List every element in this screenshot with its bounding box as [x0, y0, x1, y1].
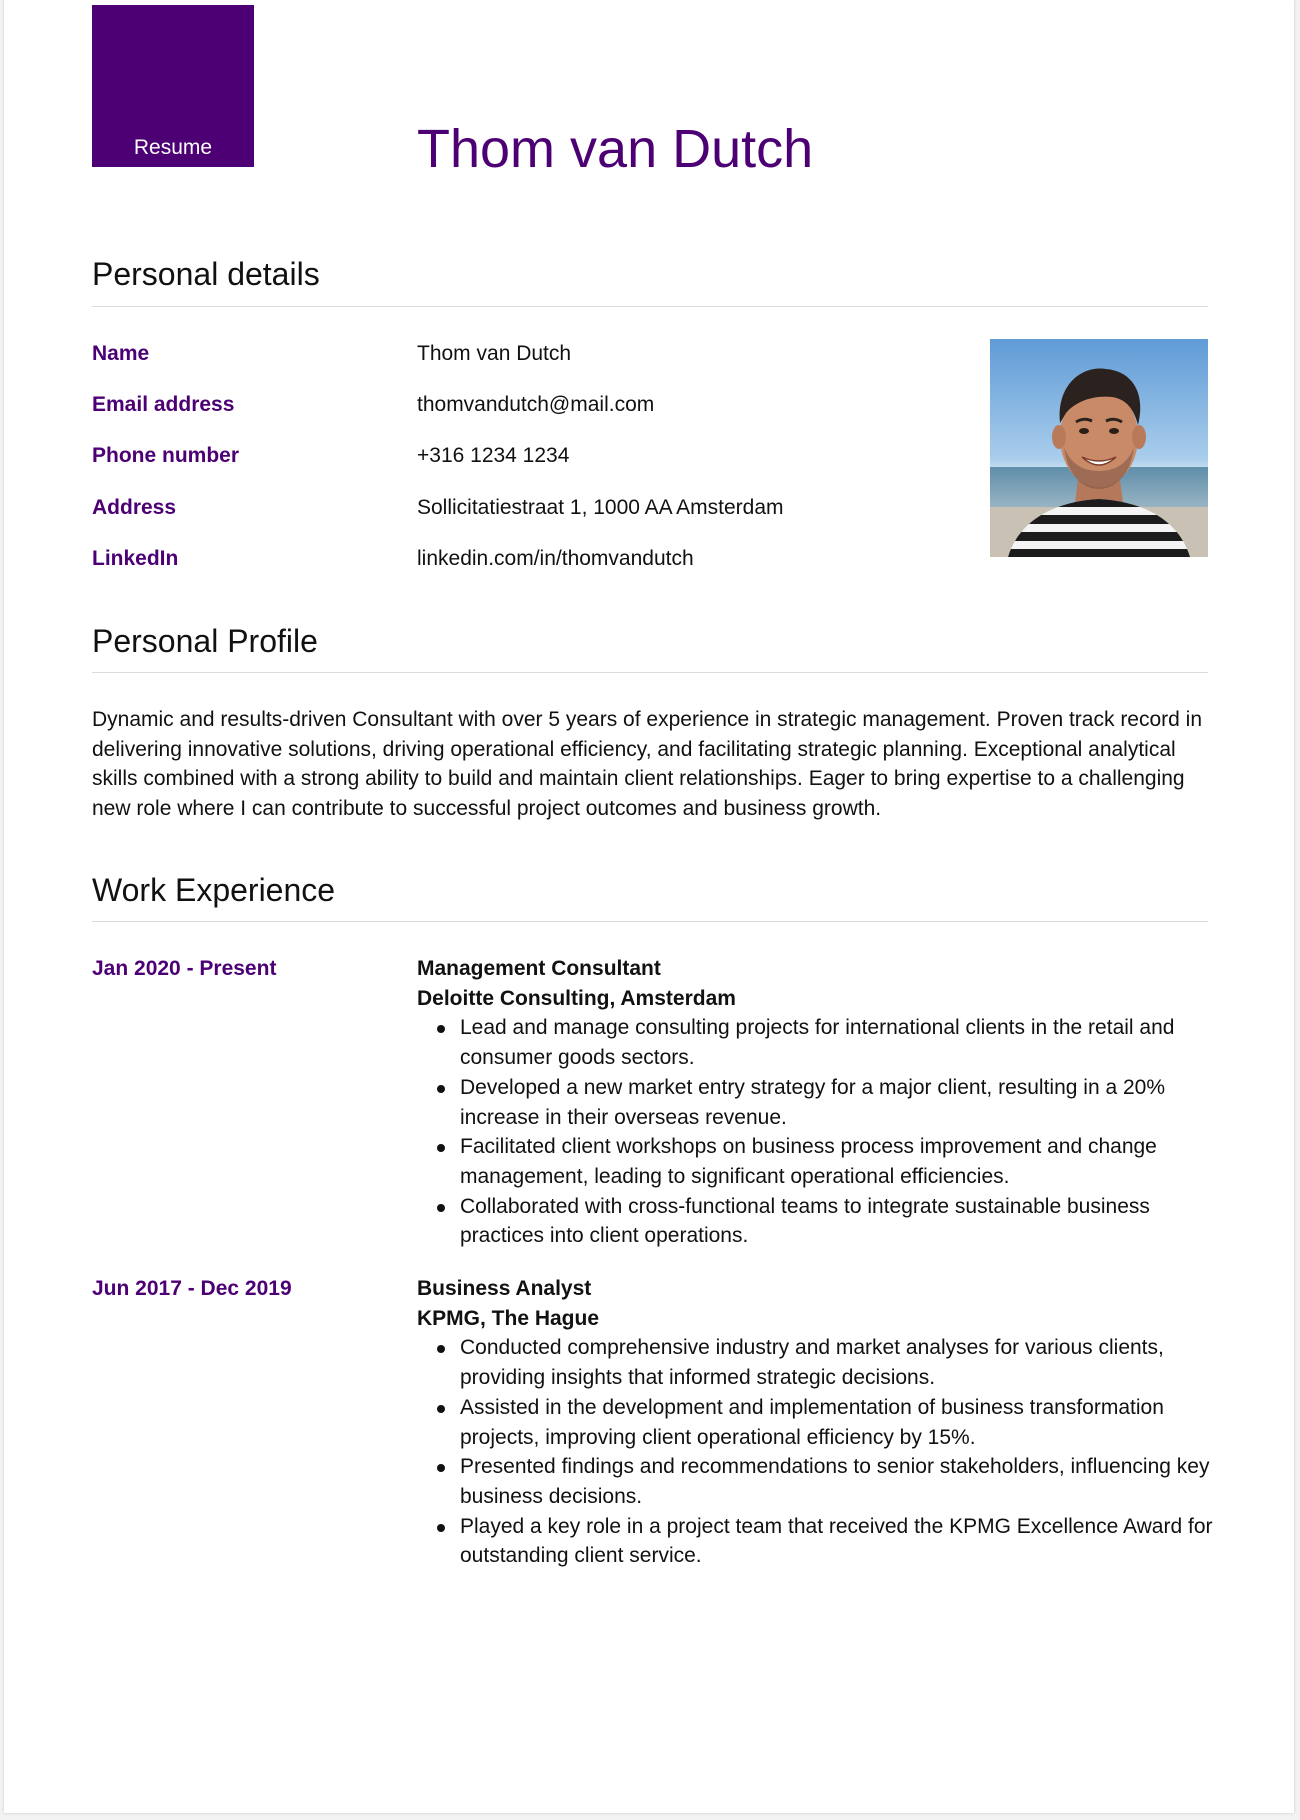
list-item	[417, 1512, 1217, 1571]
bullet-text: Facilitated client workshops on business process improvement and change management, leading to significant operational efficiencies.	[460, 1135, 1157, 1188]
bullet-icon	[437, 1405, 445, 1413]
job-company: KPMG, The Hague	[417, 1306, 600, 1330]
bullet-icon	[437, 1025, 445, 1033]
section-divider	[92, 921, 1208, 922]
resume-badge	[92, 5, 254, 167]
detail-value-email: thomvandutch@mail.com	[417, 393, 655, 416]
detail-label-address: Address	[92, 496, 177, 519]
bullet-text: Lead and manage consulting projects for international clients in the retail and consumer goods sectors.	[460, 1016, 1175, 1070]
bullet-text: Presented findings and recommendations to senior stakeholders, influencing key business decisions.	[460, 1455, 1210, 1508]
detail-label-email: Email address	[92, 393, 235, 416]
bullet-icon	[437, 1204, 445, 1212]
bullet-icon	[437, 1464, 445, 1472]
bullet-icon	[437, 1345, 445, 1353]
list-item	[417, 1393, 1217, 1452]
bullet-text: Collaborated with cross-functional teams to integrate sustainable business practices into client operations.	[460, 1194, 1150, 1248]
resume-page	[4, 0, 1294, 1813]
job-role: Business Analyst	[417, 1277, 592, 1300]
bullet-text: Conducted comprehensive industry and market analyses for various clients, providing insights that informed strategic decisions.	[460, 1336, 1164, 1390]
bullet-text: Played a key role in a project team that received the KPMG Excellence Award for outstanding client service.	[460, 1514, 1213, 1568]
section-title-work-experience: Work Experience	[92, 872, 336, 908]
detail-value-linkedin: linkedin.com/in/thomvandutch	[417, 547, 694, 570]
bullet-icon	[437, 1144, 445, 1152]
section-title-personal-profile: Personal Profile	[92, 623, 318, 659]
detail-value-name: Thom van Dutch	[417, 342, 572, 365]
detail-label-name: Name	[92, 342, 150, 365]
job-bullet-list	[417, 1013, 1217, 1251]
candidate-name-heading: Thom van Dutch	[417, 119, 814, 179]
bullet-text: Assisted in the development and implementation of business transformation projects, improving client operational efficiency by 15%.	[460, 1395, 1164, 1449]
job-role: Management Consultant	[417, 957, 661, 980]
profile-photo-illustration	[990, 339, 1208, 557]
profile-photo	[990, 339, 1208, 557]
list-item	[417, 1013, 1217, 1072]
detail-value-phone: +316 1234 1234	[417, 444, 570, 467]
bullet-icon	[437, 1085, 445, 1093]
job-entry	[417, 954, 1217, 1251]
detail-value-address: Sollicitatiestraat 1, 1000 AA Amsterdam	[417, 496, 784, 519]
job-company: Deloitte Consulting, Amsterdam	[417, 986, 736, 1010]
job-bullet-list	[417, 1333, 1217, 1571]
list-item	[417, 1452, 1217, 1511]
section-divider	[92, 672, 1208, 673]
profile-summary: Dynamic and results-driven Consultant with over 5 years of experience in strategic management. Proven track record in delivering innovative solutions, driving operational efficiency, and facilitating strategic planning. Exceptional analytical skills combined with a strong ability to build and maintain client relationships. Eager to bring expertise to a challenging new role where I can contribute to successful project outcomes and business growth.	[92, 708, 1203, 821]
bullet-icon	[437, 1524, 445, 1532]
list-item	[417, 1073, 1217, 1132]
list-item	[417, 1333, 1217, 1392]
resume-badge-label: Resume	[133, 136, 213, 159]
job-entry	[417, 1274, 1217, 1571]
detail-label-linkedin: LinkedIn	[92, 547, 179, 570]
job-period: Jun 2017 - Dec 2019	[92, 1277, 292, 1300]
section-title-personal-details: Personal details	[92, 256, 320, 292]
job-period: Jan 2020 - Present	[92, 957, 277, 980]
detail-label-phone: Phone number	[92, 444, 240, 467]
bullet-text: Developed a new market entry strategy for a major client, resulting in a 20% increase in their overseas revenue.	[460, 1075, 1166, 1129]
list-item	[417, 1192, 1217, 1251]
list-item	[417, 1132, 1217, 1191]
section-divider	[92, 306, 1208, 307]
